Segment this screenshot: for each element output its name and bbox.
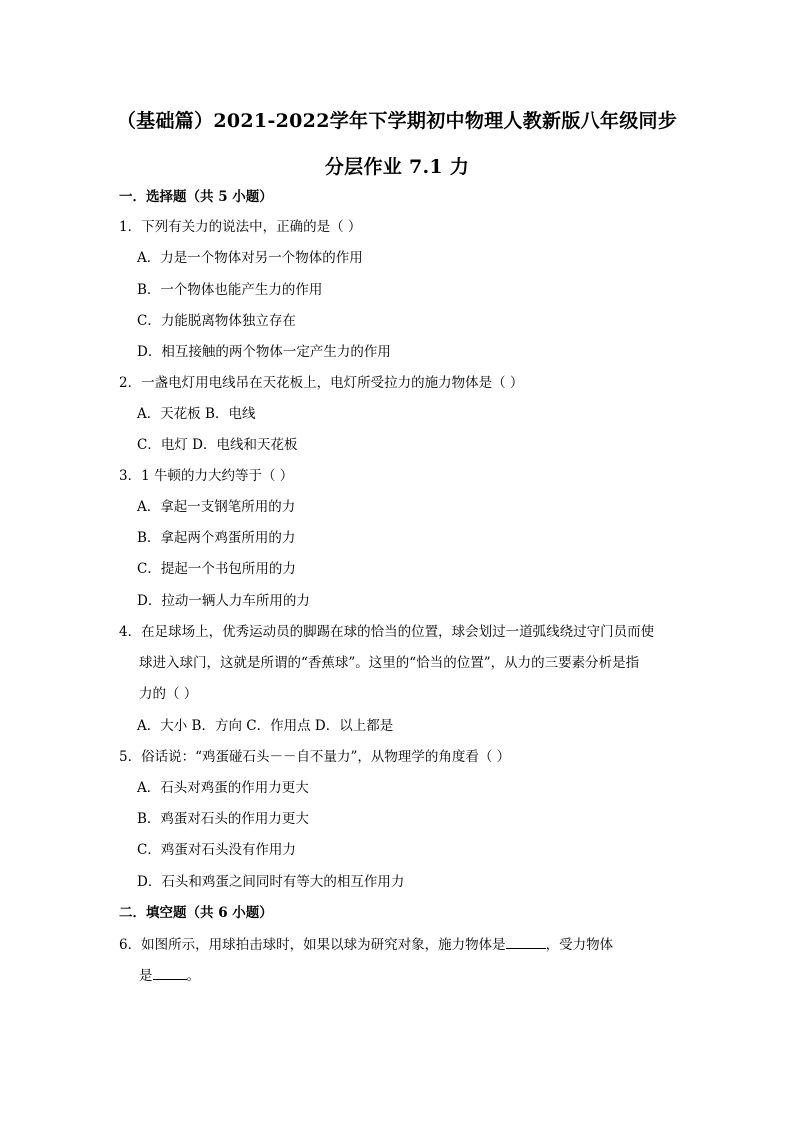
question-2-options-ab: A．天花板 B．电线: [137, 406, 256, 422]
answer-blank-1[interactable]: [506, 935, 546, 949]
question-4-options: A．大小 B．方向 C．作用点 D．以上都是: [137, 718, 394, 734]
question-5-option-b: B．鸡蛋对石头的作用力更大: [137, 811, 309, 827]
question-2-options-cd: C．电灯 D．电线和天花板: [137, 437, 298, 453]
question-2-stem: 2．一盏电灯用电线吊在天花板上，电灯所受拉力的施力物体是（ ）: [119, 375, 524, 391]
question-4-stem-line-2: 球进入球门，这就是所谓的“香蕉球”。这里的“恰当的位置”，从力的三要素分析是指: [139, 655, 640, 671]
question-1-option-a: A．力是一个物体对另一个物体的作用: [137, 250, 363, 266]
question-5-option-d: D．石头和鸡蛋之间同时有等大的相互作用力: [137, 874, 405, 890]
answer-blank-2[interactable]: [153, 966, 187, 980]
question-3-option-c: C．提起一个书包所用的力: [137, 561, 296, 577]
question-5-stem: 5．俗话说：“鸡蛋碰石头－－自不量力”，从物理学的角度看（ ）: [119, 749, 511, 765]
question-3-option-a: A．拿起一支钢笔所用的力: [137, 499, 296, 515]
question-3-option-b: B．拿起两个鸡蛋所用的力: [137, 530, 296, 546]
document-title-line-1: （基础篇）2021-2022学年下学期初中物理人教新版八年级同步: [116, 110, 678, 132]
question-1-stem: 1．下列有关力的说法中，正确的是（ ）: [119, 219, 362, 235]
question-3-stem: 3．1 牛顿的力大约等于（ ）: [119, 468, 294, 484]
question-6-text-part-3: 是: [139, 968, 153, 984]
question-1-option-b: B．一个物体也能产生力的作用: [137, 282, 323, 298]
question-6-text-part-1: 6．如图所示，用球拍击球时，如果以球为研究对象，施力物体是: [119, 937, 506, 953]
question-4-stem-line-1: 4．在足球场上，优秀运动员的脚踢在球的恰当的位置，球会划过一道弧线绕过守门员而使: [119, 624, 655, 640]
question-6-line-2: [139, 966, 200, 985]
question-6-text-part-2: ，受力物体: [545, 937, 614, 953]
question-4-stem-line-3: 力的（ ）: [139, 686, 198, 702]
document-title-line-2: 分层作业 7.1 力: [324, 156, 470, 178]
question-5-option-a: A．石头对鸡蛋的作用力更大: [137, 780, 309, 796]
question-5-option-c: C．鸡蛋对石头没有作用力: [137, 842, 296, 858]
question-1-option-c: C．力能脱离物体独立存在: [137, 313, 296, 329]
question-1-option-d: D．相互接触的两个物体一定产生力的作用: [137, 344, 391, 360]
question-6-text-part-4: 。: [186, 968, 200, 984]
section-heading-fill-in: 二．填空题（共 6 小题）: [119, 905, 273, 921]
question-6-line-1: [119, 935, 613, 954]
section-heading-multiple-choice: 一．选择题（共 5 小题）: [119, 189, 273, 205]
question-3-option-d: D．拉动一辆人力车所用的力: [137, 593, 310, 609]
